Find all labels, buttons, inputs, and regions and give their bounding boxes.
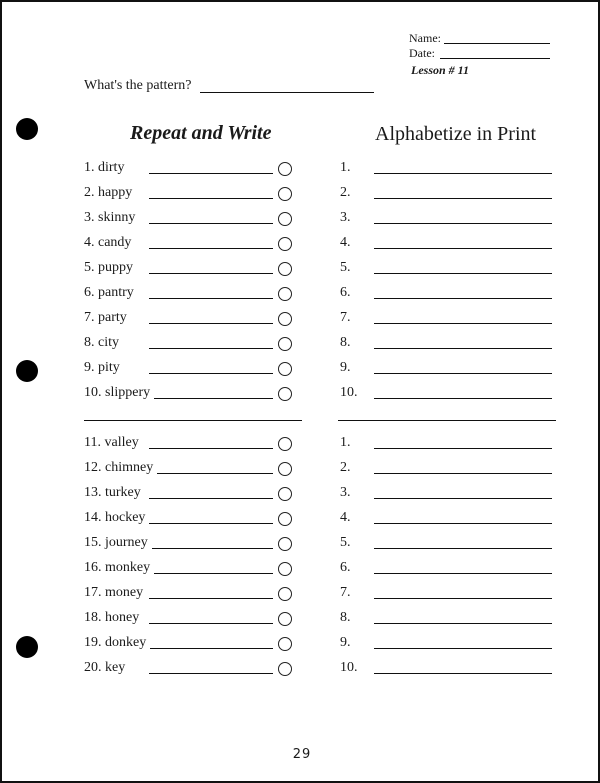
write-line[interactable] (149, 223, 273, 224)
alpha-number: 2. (340, 185, 351, 200)
write-line[interactable] (152, 548, 273, 549)
check-circle[interactable] (278, 637, 292, 651)
check-circle[interactable] (278, 487, 292, 501)
alpha-number: 9. (340, 360, 351, 375)
alpha-number: 1. (340, 160, 351, 175)
check-circle[interactable] (278, 312, 292, 326)
alpha-number: 9. (340, 635, 351, 650)
write-line[interactable] (149, 523, 273, 524)
spelling-word: 16. monkey (84, 560, 151, 575)
check-circle[interactable] (278, 162, 292, 176)
write-line[interactable] (154, 573, 273, 574)
binder-hole-bottom (16, 636, 38, 658)
check-circle[interactable] (278, 512, 292, 526)
alpha-number: 6. (340, 560, 351, 575)
pattern-answer-field[interactable] (200, 92, 374, 93)
alpha-number: 7. (340, 310, 351, 325)
write-line[interactable] (149, 198, 273, 199)
name-label: Name: (409, 31, 441, 45)
write-line[interactable] (149, 323, 273, 324)
date-label: Date: (409, 46, 435, 60)
check-circle[interactable] (278, 187, 292, 201)
alphabetize-line[interactable] (374, 448, 552, 449)
write-line[interactable] (149, 448, 273, 449)
spelling-word: 5. puppy (84, 260, 133, 275)
binder-hole-middle (16, 360, 38, 382)
check-circle[interactable] (278, 562, 292, 576)
spelling-word: 20. key (84, 660, 126, 675)
alphabetize-line[interactable] (374, 373, 552, 374)
check-circle[interactable] (278, 612, 292, 626)
check-circle[interactable] (278, 337, 292, 351)
spelling-word: 2. happy (84, 185, 133, 200)
spelling-word: 7. party (84, 310, 127, 325)
alpha-number: 3. (340, 210, 351, 225)
spelling-word: 14. hockey (84, 510, 146, 525)
spelling-word: 10. slippery (84, 385, 151, 400)
check-circle[interactable] (278, 537, 292, 551)
alphabetize-line[interactable] (374, 573, 552, 574)
alphabetize-line[interactable] (374, 623, 552, 624)
alphabetize-line[interactable] (374, 173, 552, 174)
alpha-number: 3. (340, 485, 351, 500)
alphabetize-line[interactable] (374, 673, 552, 674)
alphabetize-line[interactable] (374, 648, 552, 649)
check-circle[interactable] (278, 387, 292, 401)
alphabetize-line[interactable] (374, 323, 552, 324)
check-circle[interactable] (278, 237, 292, 251)
alphabetize-line[interactable] (374, 523, 552, 524)
alphabetize-line[interactable] (374, 298, 552, 299)
alpha-number: 10. (340, 385, 358, 400)
check-circle[interactable] (278, 262, 292, 276)
spelling-word: 9. pity (84, 360, 120, 375)
write-line[interactable] (154, 398, 273, 399)
alpha-number: 5. (340, 260, 351, 275)
write-line[interactable] (149, 273, 273, 274)
spelling-word: 12. chimney (84, 460, 154, 475)
check-circle[interactable] (278, 662, 292, 676)
alpha-number: 1. (340, 435, 351, 450)
write-line[interactable] (149, 373, 273, 374)
alpha-number: 8. (340, 610, 351, 625)
write-line[interactable] (149, 173, 273, 174)
spelling-word: 1. dirty (84, 160, 125, 175)
write-line[interactable] (149, 348, 273, 349)
check-circle[interactable] (278, 462, 292, 476)
write-line[interactable] (149, 673, 273, 674)
repeat-and-write-title: Repeat and Write (130, 122, 272, 144)
alpha-number: 4. (340, 235, 351, 250)
write-line[interactable] (149, 248, 273, 249)
spelling-word: 13. turkey (84, 485, 141, 500)
check-circle[interactable] (278, 437, 292, 451)
alpha-number: 5. (340, 535, 351, 550)
spelling-word: 15. journey (84, 535, 148, 550)
section-divider-right (338, 420, 556, 421)
alphabetize-line[interactable] (374, 473, 552, 474)
write-line[interactable] (157, 473, 273, 474)
alphabetize-line[interactable] (374, 273, 552, 274)
spelling-word: 3. skinny (84, 210, 136, 225)
spelling-word: 18. honey (84, 610, 140, 625)
alpha-number: 8. (340, 335, 351, 350)
alpha-number: 2. (340, 460, 351, 475)
alphabetize-line[interactable] (374, 248, 552, 249)
spelling-word: 4. candy (84, 235, 132, 250)
pattern-question: What's the pattern? (84, 78, 192, 93)
alphabetize-line[interactable] (374, 398, 552, 399)
spelling-word: 11. valley (84, 435, 139, 450)
alphabetize-line[interactable] (374, 498, 552, 499)
alphabetize-line[interactable] (374, 348, 552, 349)
write-line[interactable] (149, 598, 273, 599)
alphabetize-line[interactable] (374, 198, 552, 199)
alphabetize-line[interactable] (374, 548, 552, 549)
alpha-number: 4. (340, 510, 351, 525)
write-line[interactable] (149, 623, 273, 624)
write-line[interactable] (150, 648, 273, 649)
alpha-number: 6. (340, 285, 351, 300)
write-line[interactable] (149, 298, 273, 299)
section-divider-left (84, 420, 302, 421)
name-field[interactable] (444, 43, 550, 44)
spelling-word: 19. donkey (84, 635, 147, 650)
check-circle[interactable] (278, 287, 292, 301)
write-line[interactable] (149, 498, 273, 499)
alpha-number: 7. (340, 585, 351, 600)
check-circle[interactable] (278, 587, 292, 601)
alphabetize-line[interactable] (374, 598, 552, 599)
check-circle[interactable] (278, 362, 292, 376)
alphabetize-title: Alphabetize in Print (375, 123, 537, 145)
alphabetize-line[interactable] (374, 223, 552, 224)
spelling-word: 8. city (84, 335, 119, 350)
spelling-word: 6. pantry (84, 285, 134, 300)
alpha-number: 10. (340, 660, 358, 675)
date-field[interactable] (440, 58, 550, 59)
lesson-number: Lesson # 11 (411, 63, 470, 77)
check-circle[interactable] (278, 212, 292, 226)
page-number: 29 (292, 747, 312, 762)
binder-hole-top (16, 118, 38, 140)
spelling-word: 17. money (84, 585, 144, 600)
